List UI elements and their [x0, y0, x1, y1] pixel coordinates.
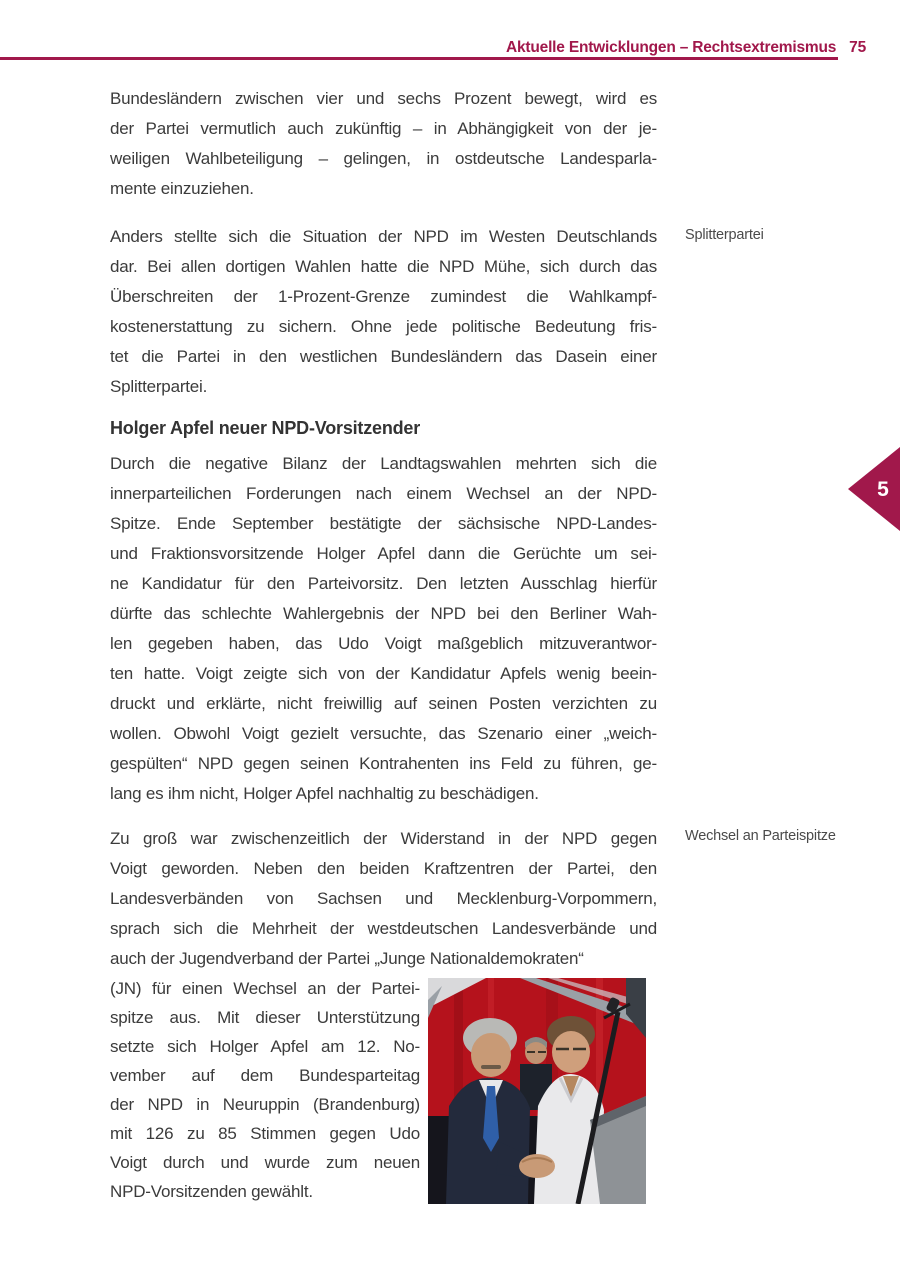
- text-line: (JN) für einen Wechsel an der Partei-: [110, 979, 420, 998]
- text-line: Landesverbänden von Sachsen und Mecklenburg-Vorpommern,: [110, 889, 657, 908]
- paragraph: [110, 222, 657, 402]
- text-line: dar. Bei allen dortigen Wahlen hatte die NPD Mühe, sich durch das: [110, 257, 657, 276]
- text-line: Bundesländern zwischen vier und sechs Prozent bewegt, wird es: [110, 89, 657, 108]
- text-line: mit 126 zu 85 Stimmen gegen Udo: [110, 1124, 420, 1143]
- section-heading: Holger Apfel neuer NPD-Vorsitzender: [110, 418, 421, 438]
- text-line: auch der Jugendverband der Partei „Junge Nationaldemokraten“: [110, 949, 584, 968]
- chapter-tab: [848, 447, 900, 531]
- text-line: ten hatte. Voigt zeigte sich von der Kandidatur Apfels wenig beein-: [110, 664, 657, 683]
- paragraph: [110, 449, 657, 809]
- text-line: setzte sich Holger Apfel am 12. No-: [110, 1037, 420, 1056]
- chapter-tab-triangle-icon: [848, 447, 900, 531]
- text-line: vember auf dem Bundesparteitag: [110, 1066, 420, 1085]
- text-line: NPD-Vorsitzenden gewählt.: [110, 1182, 313, 1201]
- text-line: druckt und erklärte, nicht freiwillig auf seinen Posten verzichten zu: [110, 694, 657, 713]
- text-line: len gegeben haben, das Udo Voigt maßgeblich mitzuverantwor-: [110, 634, 657, 653]
- text-line: tet die Partei in den westlichen Bundesländern das Dasein einer: [110, 347, 657, 366]
- party-congress-handshake-photo: [428, 978, 646, 1204]
- paragraph: [110, 824, 657, 974]
- chapter-tab-number: 5: [877, 478, 889, 501]
- text-line: der Partei vermutlich auch zukünftig – in Abhängigkeit von der je-: [110, 119, 657, 138]
- text-line: spitze aus. Mit dieser Unterstützung: [110, 1008, 420, 1027]
- page-number: 75: [849, 39, 866, 56]
- text-line: Durch die negative Bilanz der Landtagswahlen mehrten sich die: [110, 454, 657, 473]
- text-line: wollen. Obwohl Voigt gezielt versuchte, das Szenario einer „weich-: [110, 724, 657, 743]
- paragraph-beside-photo: [110, 974, 420, 1206]
- text-line: der NPD in Neuruppin (Brandenburg): [110, 1095, 420, 1114]
- text-line: Voigt durch und wurde zum neuen: [110, 1153, 420, 1172]
- text-line: Voigt geworden. Neben den beiden Kraftzentren der Partei, den: [110, 859, 657, 878]
- text-line: sprach sich die Mehrheit der westdeutschen Landesverbände und: [110, 919, 657, 938]
- text-line: Anders stellte sich die Situation der NPD im Westen Deutschlands: [110, 227, 657, 246]
- text-line: dürfte das schlechte Wahlergebnis der NPD bei den Berliner Wah-: [110, 604, 657, 623]
- text-line: mente einzuziehen.: [110, 179, 254, 198]
- margin-note: Wechsel an Parteispitze: [685, 828, 836, 844]
- text-line: gespülten“ NPD gegen seinen Kontrahenten ins Feld zu führen, ge-: [110, 754, 657, 773]
- photo-figure: [428, 978, 646, 1204]
- text-line: weiligen Wahlbeteiligung – gelingen, in ostdeutsche Landesparla-: [110, 149, 657, 168]
- text-line: und Fraktionsvorsitzende Holger Apfel dann die Gerüchte um sei-: [110, 544, 657, 563]
- text-line: Splitterpartei.: [110, 377, 208, 396]
- margin-note: Splitterpartei: [685, 227, 764, 243]
- running-head-title: Aktuelle Entwicklungen – Rechtsextremismus: [506, 39, 837, 56]
- paragraph: [110, 84, 657, 204]
- text-line: Überschreiten der 1-Prozent-Grenze zumindest die Wahlkampf-: [110, 287, 657, 306]
- text-line: Spitze. Ende September bestätigte der sächsische NPD-Landes-: [110, 514, 657, 533]
- text-line: innerparteilichen Forderungen nach einem Wechsel an der NPD-: [110, 484, 657, 503]
- text-line: ne Kandidatur für den Parteivorsitz. Den letzten Ausschlag hierfür: [110, 574, 657, 593]
- text-line: Zu groß war zwischenzeitlich der Widerstand in der NPD gegen: [110, 829, 657, 848]
- text-line: lang es ihm nicht, Holger Apfel nachhaltig zu beschädigen.: [110, 784, 539, 803]
- text-line: kostenerstattung zu sichern. Ohne jede politische Bedeutung fris-: [110, 317, 657, 336]
